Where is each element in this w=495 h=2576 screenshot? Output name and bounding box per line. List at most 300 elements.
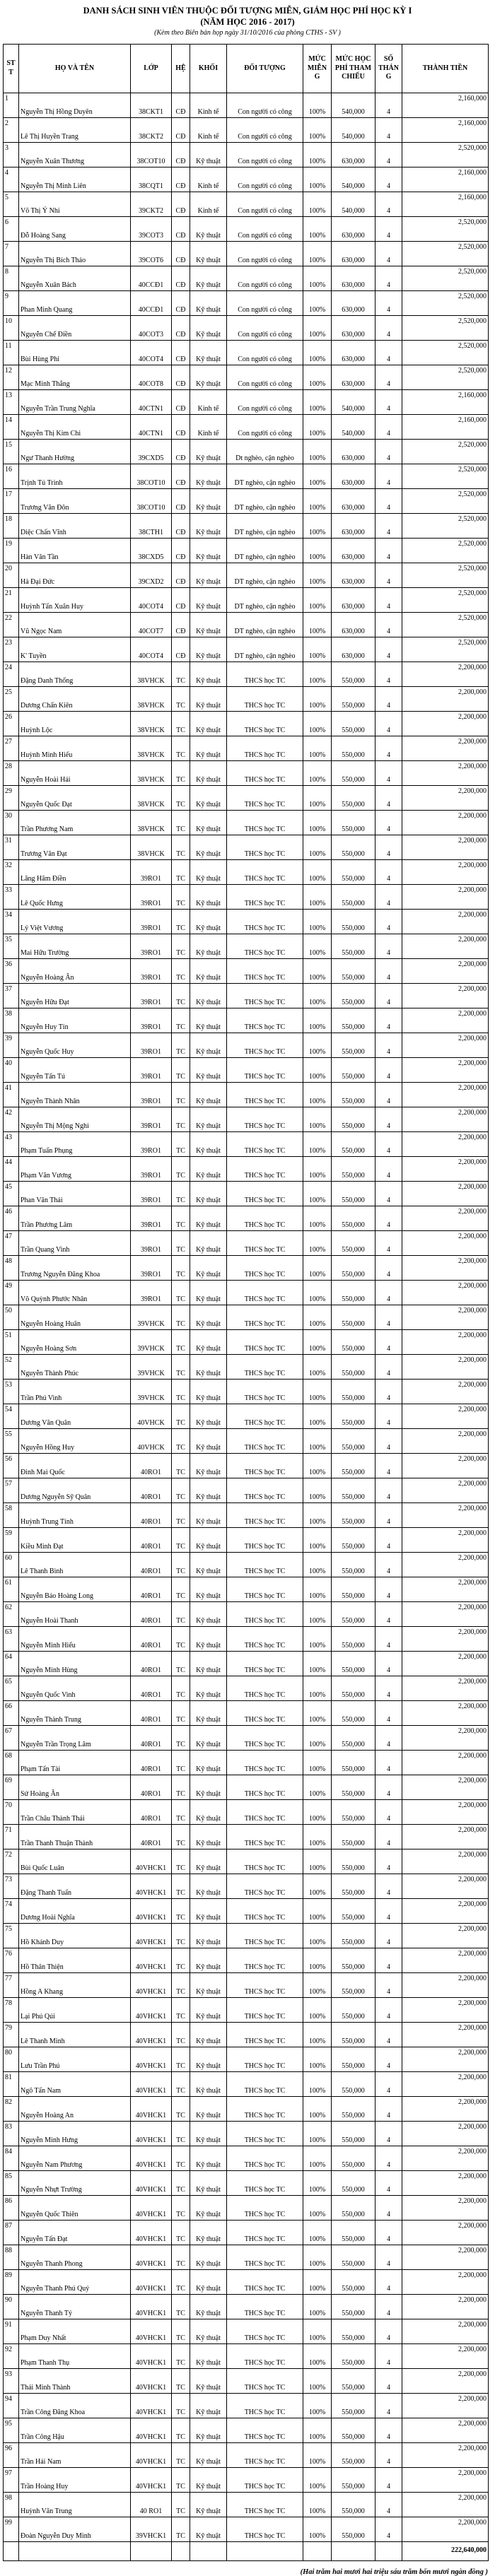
table-row: [4, 1725, 489, 1750]
row-student-name: Hàn Văn Tần: [19, 538, 131, 563]
row-reference-fee: 550,000: [332, 1577, 375, 1601]
row-block: Kỹ thuật: [190, 1107, 227, 1131]
row-stt: 31: [4, 835, 19, 859]
row-amount: 2,520,000: [402, 612, 489, 637]
row-category: THCS học TC: [227, 2368, 303, 2393]
row-class: 38COT10: [131, 464, 172, 488]
row-reference-fee: 550,000: [332, 2195, 375, 2220]
row-months: 4: [375, 1676, 402, 1700]
row-system: CĐ: [172, 563, 190, 587]
row-student-name: Trần Phú Vinh: [19, 1379, 131, 1404]
row-student-name: Bùi Hùng Phi: [19, 340, 131, 365]
row-block: Kỹ thuật: [190, 2096, 227, 2121]
row-reference-fee: 550,000: [332, 1131, 375, 1156]
row-exemption-level: 100%: [303, 1601, 332, 1626]
row-category: THCS học TC: [227, 2517, 303, 2541]
row-months: 4: [375, 1502, 402, 1527]
row-stt: 60: [4, 1552, 19, 1577]
row-category: THCS học TC: [227, 1082, 303, 1107]
row-category: THCS học TC: [227, 1008, 303, 1033]
row-category: Con người có công: [227, 167, 303, 192]
row-student-name: Lý Việt Vương: [19, 909, 131, 934]
row-amount: 2,200,000: [402, 2220, 489, 2245]
row-block: Kỹ thuật: [190, 1305, 227, 1329]
table-row: [4, 1082, 489, 1107]
row-exemption-level: 100%: [303, 1181, 332, 1206]
row-stt: 46: [4, 1206, 19, 1230]
row-category: THCS học TC: [227, 1775, 303, 1799]
row-student-name: Nguyễn Hoàng Sơn: [19, 1329, 131, 1354]
row-amount: 2,200,000: [402, 983, 489, 1008]
table-row: [4, 414, 489, 439]
row-student-name: Trịnh Tú Trinh: [19, 464, 131, 488]
row-category: THCS học TC: [227, 1972, 303, 1997]
row-amount: 2,200,000: [402, 1230, 489, 1255]
row-months: 4: [375, 142, 402, 167]
row-student-name: Nguyễn Xuân Thương: [19, 142, 131, 167]
row-block: Kỹ thuật: [190, 1527, 227, 1552]
row-months: 4: [375, 192, 402, 216]
row-system: TC: [172, 958, 190, 983]
row-class: 40CTN1: [131, 389, 172, 414]
row-stt: 20: [4, 563, 19, 587]
table-row: [4, 983, 489, 1008]
row-category: THCS học TC: [227, 1824, 303, 1849]
row-months: 4: [375, 1404, 402, 1428]
row-exemption-level: 100%: [303, 736, 332, 760]
row-system: TC: [172, 2170, 190, 2195]
table-row: [4, 1379, 489, 1404]
row-student-name: Huỳnh Lộc: [19, 711, 131, 736]
row-months: 4: [375, 2121, 402, 2146]
row-amount: 2,520,000: [402, 142, 489, 167]
row-amount: 2,200,000: [402, 2442, 489, 2467]
table-row: [4, 1156, 489, 1181]
row-amount: 2,200,000: [402, 2096, 489, 2121]
row-reference-fee: 550,000: [332, 2071, 375, 2096]
row-exemption-level: 100%: [303, 958, 332, 983]
row-amount: 2,160,000: [402, 117, 489, 142]
row-student-name: Đỗ Hoàng Sang: [19, 216, 131, 241]
row-student-name: Đinh Mai Quốc: [19, 1453, 131, 1478]
row-amount: 2,200,000: [402, 1329, 489, 1354]
row-student-name: Nguyễn Quốc Đạt: [19, 785, 131, 810]
row-stt: 76: [4, 1948, 19, 1972]
row-exemption-level: 100%: [303, 2170, 332, 2195]
row-block: Kỹ thuật: [190, 1280, 227, 1305]
row-months: 4: [375, 1305, 402, 1329]
row-reference-fee: 550,000: [332, 1948, 375, 1972]
row-system: TC: [172, 1156, 190, 1181]
row-months: 4: [375, 909, 402, 934]
row-block: Kỹ thuật: [190, 2195, 227, 2220]
row-block: Kỹ thuật: [190, 1849, 227, 1874]
table-row: [4, 464, 489, 488]
row-stt: 8: [4, 266, 19, 290]
table-row: [4, 2269, 489, 2294]
row-system: CĐ: [172, 216, 190, 241]
row-amount: 2,200,000: [402, 760, 489, 785]
row-system: TC: [172, 1354, 190, 1379]
row-block: Kỹ thuật: [190, 563, 227, 587]
row-block: Kỹ thuật: [190, 1329, 227, 1354]
row-reference-fee: 550,000: [332, 2517, 375, 2541]
row-class: 40VHCK1: [131, 1898, 172, 1923]
row-stt: 59: [4, 1527, 19, 1552]
row-amount: 2,160,000: [402, 167, 489, 192]
row-student-name: Vũ Ngọc Nam: [19, 612, 131, 637]
row-reference-fee: 630,000: [332, 513, 375, 538]
row-block: Kỹ thuật: [190, 1131, 227, 1156]
row-system: TC: [172, 1131, 190, 1156]
row-class: 40VHCK1: [131, 1874, 172, 1898]
row-amount: 2,200,000: [402, 1948, 489, 1972]
row-amount: 2,200,000: [402, 934, 489, 958]
row-system: TC: [172, 1329, 190, 1354]
row-amount: 2,200,000: [402, 1898, 489, 1923]
row-amount: 2,200,000: [402, 2245, 489, 2269]
row-student-name: Diệc Chấn Vĩnh: [19, 513, 131, 538]
row-category: Con người có công: [227, 142, 303, 167]
row-amount: 2,200,000: [402, 1305, 489, 1329]
row-block: Kỹ thuật: [190, 241, 227, 266]
row-exemption-level: 100%: [303, 563, 332, 587]
row-amount: 2,200,000: [402, 785, 489, 810]
row-system: TC: [172, 1775, 190, 1799]
table-row: [4, 1626, 489, 1651]
row-class: 40CTN1: [131, 414, 172, 439]
table-row: [4, 290, 489, 315]
row-reference-fee: 550,000: [332, 2368, 375, 2393]
row-class: 40COT4: [131, 340, 172, 365]
row-system: TC: [172, 1305, 190, 1329]
row-exemption-level: 100%: [303, 1107, 332, 1131]
row-reference-fee: 550,000: [332, 1453, 375, 1478]
row-category: THCS học TC: [227, 1700, 303, 1725]
row-student-name: Nguyễn Thanh Tỷ: [19, 2294, 131, 2319]
row-stt: 48: [4, 1255, 19, 1280]
row-category: DT nghèo, cận nghèo: [227, 587, 303, 612]
table-body: [4, 93, 489, 2541]
table-row: [4, 2195, 489, 2220]
row-amount: 2,200,000: [402, 1354, 489, 1379]
row-amount: 2,200,000: [402, 1923, 489, 1948]
row-system: TC: [172, 1874, 190, 1898]
row-reference-fee: 550,000: [332, 2343, 375, 2368]
row-category: THCS học TC: [227, 686, 303, 711]
row-class: 38VHCK: [131, 785, 172, 810]
row-student-name: Nguyễn Minh Hùng: [19, 1651, 131, 1676]
row-category: THCS học TC: [227, 2071, 303, 2096]
table-row: [4, 810, 489, 835]
row-student-name: Nguyễn Thành Nhân: [19, 1082, 131, 1107]
row-reference-fee: 540,000: [332, 167, 375, 192]
row-student-name: Phạm Duy Nhất: [19, 2319, 131, 2343]
row-class: 40CCĐ1: [131, 266, 172, 290]
row-block: Kỹ thuật: [190, 1478, 227, 1502]
row-amount: 2,520,000: [402, 513, 489, 538]
row-stt: 1: [4, 93, 19, 117]
row-months: 4: [375, 563, 402, 587]
table-row: [4, 1601, 489, 1626]
row-block: Kỹ thuật: [190, 785, 227, 810]
row-stt: 38: [4, 1008, 19, 1033]
row-amount: 2,520,000: [402, 365, 489, 389]
row-months: 4: [375, 1775, 402, 1799]
row-student-name: Dương Văn Quân: [19, 1404, 131, 1428]
row-class: 40VHCK1: [131, 2245, 172, 2269]
row-student-name: Dương Chấn Kiên: [19, 686, 131, 711]
row-exemption-level: 100%: [303, 1008, 332, 1033]
row-student-name: Phạm Văn Vương: [19, 1156, 131, 1181]
row-block: Kỹ thuật: [190, 1651, 227, 1676]
row-exemption-level: 100%: [303, 513, 332, 538]
row-category: THCS học TC: [227, 1453, 303, 1478]
row-class: 40RO1: [131, 1552, 172, 1577]
table-row: [4, 1057, 489, 1082]
row-system: TC: [172, 1997, 190, 2022]
row-amount: 2,200,000: [402, 1453, 489, 1478]
row-student-name: Nguyễn Thị Mộng Nghi: [19, 1107, 131, 1131]
table-row: [4, 835, 489, 859]
row-amount: 2,200,000: [402, 1725, 489, 1750]
row-exemption-level: 100%: [303, 2343, 332, 2368]
row-category: THCS học TC: [227, 2319, 303, 2343]
row-stt: 27: [4, 736, 19, 760]
row-block: Kỹ thuật: [190, 142, 227, 167]
row-class: 39RO1: [131, 983, 172, 1008]
student-list-table: [3, 44, 489, 2561]
row-class: 39RO1: [131, 909, 172, 934]
row-exemption-level: 100%: [303, 1502, 332, 1527]
row-class: 40VHCK1: [131, 2343, 172, 2368]
row-months: 4: [375, 2442, 402, 2467]
row-block: Kỹ thuật: [190, 315, 227, 340]
row-category: THCS học TC: [227, 909, 303, 934]
row-reference-fee: 550,000: [332, 2393, 375, 2418]
row-student-name: Trần Công Đăng Khoa: [19, 2393, 131, 2418]
row-exemption-level: 100%: [303, 1552, 332, 1577]
row-amount: 2,520,000: [402, 587, 489, 612]
row-category: THCS học TC: [227, 2269, 303, 2294]
row-amount: 2,200,000: [402, 686, 489, 711]
row-months: 4: [375, 538, 402, 563]
table-row: [4, 934, 489, 958]
row-block: Kỹ thuật: [190, 1601, 227, 1626]
row-block: Kỹ thuật: [190, 2343, 227, 2368]
table-header-row: [4, 44, 489, 93]
row-class: 40VHCK1: [131, 2467, 172, 2492]
row-system: CĐ: [172, 142, 190, 167]
row-student-name: Trương Văn Đôn: [19, 488, 131, 513]
row-category: THCS học TC: [227, 1527, 303, 1552]
row-student-name: Lưu Trần Phú: [19, 2047, 131, 2071]
row-student-name: Trần Châu Thành Thái: [19, 1799, 131, 1824]
row-class: 40VHCK1: [131, 2220, 172, 2245]
row-class: 40RO1: [131, 1453, 172, 1478]
row-reference-fee: 550,000: [332, 1799, 375, 1824]
row-class: 39CXD5: [131, 439, 172, 464]
row-months: 4: [375, 167, 402, 192]
row-stt: 44: [4, 1156, 19, 1181]
row-block: Kỹ thuật: [190, 2368, 227, 2393]
row-exemption-level: 100%: [303, 340, 332, 365]
row-category: THCS học TC: [227, 1676, 303, 1700]
row-category: THCS học TC: [227, 736, 303, 760]
row-amount: 2,520,000: [402, 340, 489, 365]
row-class: 40VHCK1: [131, 2269, 172, 2294]
row-system: TC: [172, 1255, 190, 1280]
row-class: 40RO1: [131, 1527, 172, 1552]
row-category: Con người có công: [227, 290, 303, 315]
row-amount: 2,520,000: [402, 563, 489, 587]
row-months: 4: [375, 1874, 402, 1898]
row-exemption-level: 100%: [303, 315, 332, 340]
table-row: [4, 538, 489, 563]
row-reference-fee: 550,000: [332, 1255, 375, 1280]
row-block: Kỹ thuật: [190, 1626, 227, 1651]
document-header: [0, 6, 495, 38]
row-block: Kỹ thuật: [190, 736, 227, 760]
row-class: 40CCĐ1: [131, 290, 172, 315]
row-stt: 41: [4, 1082, 19, 1107]
row-system: TC: [172, 2343, 190, 2368]
row-class: 39RO1: [131, 1033, 172, 1057]
row-amount: 2,520,000: [402, 290, 489, 315]
row-category: THCS học TC: [227, 1057, 303, 1082]
row-amount: 2,200,000: [402, 1676, 489, 1700]
row-system: TC: [172, 1552, 190, 1577]
row-reference-fee: 550,000: [332, 1206, 375, 1230]
row-months: 4: [375, 1923, 402, 1948]
table-row: [4, 2343, 489, 2368]
table-row: [4, 365, 489, 389]
row-amount: 2,200,000: [402, 736, 489, 760]
row-reference-fee: 550,000: [332, 2269, 375, 2294]
table-row: [4, 2393, 489, 2418]
row-student-name: Nguyễn Thành Phúc: [19, 1354, 131, 1379]
row-category: THCS học TC: [227, 1478, 303, 1502]
row-months: 4: [375, 2022, 402, 2047]
total-amount: 222,640,000: [402, 2541, 489, 2560]
row-exemption-level: 100%: [303, 1824, 332, 1849]
table-row: [4, 2071, 489, 2096]
row-months: 4: [375, 1972, 402, 1997]
row-system: CĐ: [172, 488, 190, 513]
row-class: 39VHCK: [131, 1354, 172, 1379]
row-reference-fee: 550,000: [332, 1676, 375, 1700]
row-stt: 57: [4, 1478, 19, 1502]
row-stt: 67: [4, 1725, 19, 1750]
row-student-name: Nguyễn Tấn Tú: [19, 1057, 131, 1082]
row-reference-fee: 550,000: [332, 1502, 375, 1527]
row-student-name: Thái Minh Thành: [19, 2368, 131, 2393]
row-exemption-level: 100%: [303, 2393, 332, 2418]
row-block: Kỹ thuật: [190, 216, 227, 241]
table-row: [4, 1651, 489, 1676]
document-subtitle: (Kèm theo Biên bản họp ngày 31/10/2016 của phòng CTHS - SV ): [154, 29, 341, 37]
row-stt: 58: [4, 1502, 19, 1527]
row-amount: 2,200,000: [402, 1057, 489, 1082]
row-months: 4: [375, 488, 402, 513]
row-system: CĐ: [172, 414, 190, 439]
row-class: 40VHCK1: [131, 1997, 172, 2022]
row-reference-fee: 550,000: [332, 1601, 375, 1626]
table-row: [4, 1131, 489, 1156]
row-system: TC: [172, 1651, 190, 1676]
row-amount: 2,520,000: [402, 315, 489, 340]
row-reference-fee: 550,000: [332, 2418, 375, 2442]
row-system: TC: [172, 1379, 190, 1404]
row-reference-fee: 630,000: [332, 315, 375, 340]
row-category: THCS học TC: [227, 1923, 303, 1948]
row-months: 4: [375, 760, 402, 785]
row-class: 40VHCK1: [131, 2146, 172, 2170]
row-system: TC: [172, 2393, 190, 2418]
row-student-name: Hồ Khánh Duy: [19, 1923, 131, 1948]
row-months: 4: [375, 241, 402, 266]
row-reference-fee: 630,000: [332, 538, 375, 563]
row-months: 4: [375, 1453, 402, 1478]
row-months: 4: [375, 1033, 402, 1057]
row-category: THCS học TC: [227, 2220, 303, 2245]
row-amount: 2,520,000: [402, 216, 489, 241]
row-exemption-level: 100%: [303, 464, 332, 488]
row-system: TC: [172, 1230, 190, 1255]
table-row: [4, 1502, 489, 1527]
table-row: [4, 1428, 489, 1453]
row-category: THCS học TC: [227, 1725, 303, 1750]
row-block: Kỹ thuật: [190, 1181, 227, 1206]
row-category: THCS học TC: [227, 1874, 303, 1898]
row-stt: 97: [4, 2467, 19, 2492]
row-amount: 2,200,000: [402, 1280, 489, 1305]
row-system: TC: [172, 1478, 190, 1502]
row-reference-fee: 550,000: [332, 661, 375, 686]
row-reference-fee: 550,000: [332, 835, 375, 859]
row-block: Kinh tế: [190, 414, 227, 439]
row-stt: 47: [4, 1230, 19, 1255]
row-reference-fee: 550,000: [332, 859, 375, 884]
row-system: TC: [172, 2245, 190, 2269]
row-reference-fee: 550,000: [332, 1305, 375, 1329]
row-class: 39CKT2: [131, 192, 172, 216]
row-class: 38CTH1: [131, 513, 172, 538]
row-exemption-level: 100%: [303, 1651, 332, 1676]
table-row: [4, 340, 489, 365]
row-reference-fee: 630,000: [332, 290, 375, 315]
row-student-name: Nguyễn Thị Minh Liên: [19, 167, 131, 192]
row-category: THCS học TC: [227, 934, 303, 958]
row-system: CĐ: [172, 167, 190, 192]
row-system: TC: [172, 1082, 190, 1107]
row-system: TC: [172, 934, 190, 958]
row-block: Kỹ thuật: [190, 266, 227, 290]
table-row: [4, 2245, 489, 2269]
row-amount: 2,200,000: [402, 909, 489, 934]
row-months: 4: [375, 2393, 402, 2418]
row-student-name: Phạm Thanh Thụ: [19, 2343, 131, 2368]
row-block: Kỹ thuật: [190, 365, 227, 389]
row-stt: 49: [4, 1280, 19, 1305]
row-reference-fee: 550,000: [332, 1972, 375, 1997]
col-header-category: ĐỐI TƯỢNG: [227, 44, 303, 93]
row-stt: 40: [4, 1057, 19, 1082]
row-months: 4: [375, 2492, 402, 2517]
row-months: 4: [375, 612, 402, 637]
row-stt: 22: [4, 612, 19, 637]
row-reference-fee: 630,000: [332, 340, 375, 365]
